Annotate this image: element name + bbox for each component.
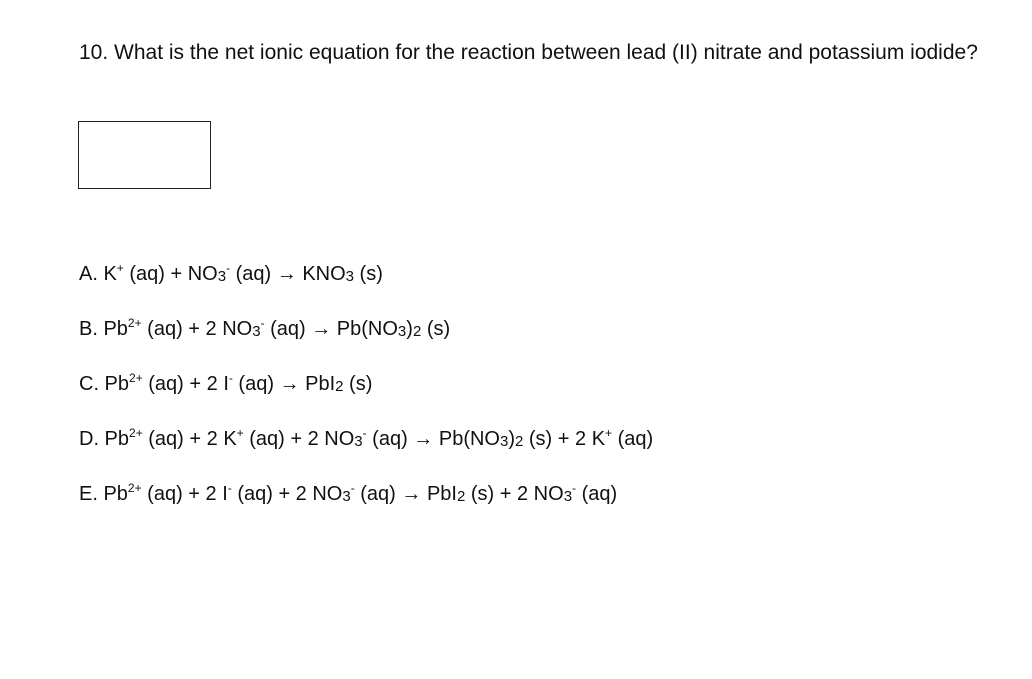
equation-text: (aq) + 2 I (141, 483, 228, 505)
equation-text: ) (406, 318, 413, 340)
equation-text: B. Pb (79, 318, 128, 340)
equation-text: (aq) + 2 NO (141, 318, 253, 340)
equation-text: (aq) (576, 483, 618, 505)
equation-text: (s) + 2 NO (465, 483, 564, 505)
option-b[interactable] (79, 315, 979, 370)
subscript: 3 (217, 268, 227, 285)
equation-text: (aq) + 2 K (142, 428, 237, 450)
charge-superscript: - (572, 481, 577, 495)
equation-text: E. Pb (79, 483, 128, 505)
charge-superscript: - (226, 261, 231, 275)
option-e[interactable] (79, 480, 979, 535)
equation-text: (s) (343, 373, 373, 395)
equation-text: (s) (421, 318, 451, 340)
answer-options (79, 260, 979, 535)
answer-box[interactable] (78, 121, 211, 189)
equation-text: (aq) → KNO (230, 263, 346, 285)
charge-superscript: 2+ (129, 426, 143, 440)
subscript: 2 (412, 323, 422, 340)
charge-superscript: 2+ (127, 316, 142, 330)
equation-text: (aq) + NO (123, 263, 218, 285)
option-c[interactable] (79, 370, 979, 425)
charge-superscript: + (236, 426, 244, 440)
equation-text: (aq) + 2 NO (243, 428, 355, 450)
option-a[interactable] (79, 260, 979, 315)
equation-text: (aq) + 2 I (142, 373, 229, 395)
subscript: 2 (335, 378, 344, 395)
charge-superscript: - (227, 481, 232, 495)
subscript: 2 (515, 433, 524, 450)
question-text: 10. What is the net ionic equation for the reaction between lead (II) nitrate and potassium iodide? (79, 41, 978, 64)
subscript: 2 (456, 488, 466, 505)
charge-superscript: + (605, 426, 613, 440)
equation-text: (aq) → Pb(NO (366, 428, 500, 450)
subscript: 3 (354, 433, 363, 450)
subscript: 3 (563, 488, 573, 505)
charge-superscript: 2+ (127, 481, 142, 495)
charge-superscript: - (362, 426, 367, 440)
equation-text: (aq) → PbI (232, 373, 336, 395)
equation-text: (aq) → Pb(NO (264, 318, 398, 340)
charge-superscript: - (260, 316, 265, 330)
equation-text: (aq) (612, 428, 654, 450)
subscript: 3 (345, 268, 354, 285)
subscript: 3 (499, 433, 509, 450)
subscript: 3 (397, 323, 407, 340)
charge-superscript: + (116, 261, 124, 275)
subscript: 3 (342, 488, 351, 505)
option-d[interactable] (79, 425, 979, 480)
charge-superscript: 2+ (129, 371, 143, 385)
subscript: 3 (252, 323, 261, 340)
equation-text: (s) (354, 263, 383, 285)
charge-superscript: - (350, 481, 355, 495)
equation-text: A. K (79, 263, 117, 285)
equation-text: (s) + 2 K (523, 428, 606, 450)
equation-text: ) (508, 428, 515, 450)
equation-text: D. Pb (79, 428, 130, 450)
equation-text: C. Pb (79, 373, 130, 395)
charge-superscript: - (228, 371, 233, 385)
equation-text: (aq) + 2 NO (231, 483, 343, 505)
equation-text: (aq) → PbI (354, 483, 457, 505)
